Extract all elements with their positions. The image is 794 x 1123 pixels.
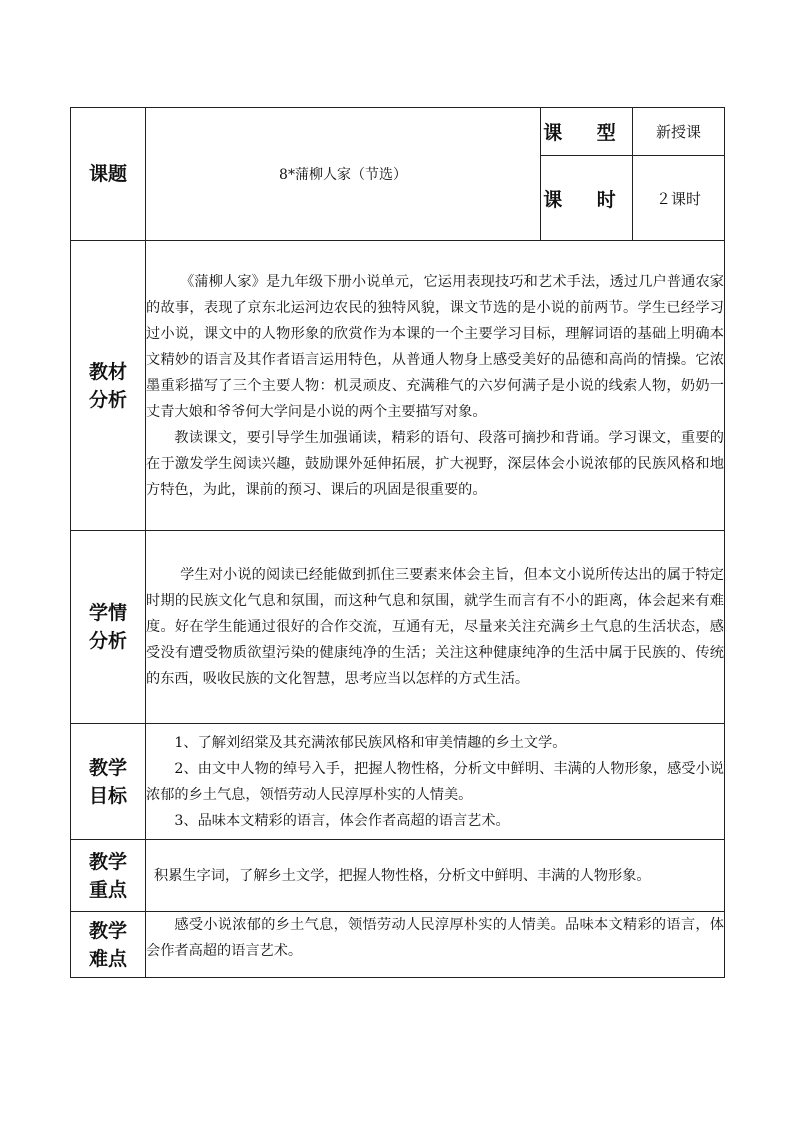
paragraph: 《蒲柳人家》是九年级下册小说单元，它运用表现技巧和艺术手法，透过几户普通农家的故事，表现了京东北运河边农民的独特风貌，课文节选的是小说的前两节。学生已经学习过小说，课文中的人物形象的欣赏作为本课的一个主要学习目标，理解词语的基础上明确本文精妙的语言及其作者语言运用特色，从普通人物身上感受美好的品德和高尚的情操。它浓墨重彩描写了三个主要人物：机灵顽皮、充满稚气的六岁何满子是小说的线索人物，奶奶一丈青大娘和爷爷何大学问是小说的两个主要描写对象。	[146, 273, 724, 420]
learner-analysis-label: 学情 分析	[71, 531, 146, 724]
lesson-plan-table	[70, 107, 725, 978]
topic-label-cell	[71, 108, 146, 241]
goal-item: 1、了解刘绍棠及其充满浓郁民族风格和审美情趣的乡土文学。	[174, 734, 567, 751]
paragraph: 感受小说浓郁的乡土气息，领悟劳动人民淳厚朴实的人情美。品味本文精彩的语言，体会作者高超的语言艺术。	[146, 917, 724, 959]
paragraph: 积累生字词，了解乡土文学，把握人物性格，分析文中鲜明、丰满的人物形象。	[154, 867, 651, 884]
class-hours-value: ２课时	[633, 156, 725, 241]
lesson-type-label: 课 型	[541, 108, 633, 156]
paragraph: 学生对小说的阅读已经能做到抓住三要素来体会主旨，但本文小说所传达出的属于特定时期的民族文化气息和氛围，而这种气息和氛围，就学生而言有不小的距离，体会起来有难度。好在学生能通过很好的合作交流，互通有无，尽量来关注充满乡土气息的生活状态，感受没有遭受物质欲望污染的健康纯净的生活；关注这种健康纯净的生活中属于民族的、传统的东西，吸收民族的文化智慧，思考应当以怎样的方式生活。	[146, 567, 724, 687]
teaching-focus-label: 教学 重点	[71, 840, 146, 912]
teaching-goals-text	[146, 724, 725, 840]
goal-item: 3、品味本文精彩的语言，体会作者高超的语言艺术。	[174, 812, 510, 829]
topic-value-cell	[146, 108, 541, 241]
topic-label: 课题	[88, 163, 127, 185]
paragraph: 教读课文，要引导学生加强诵读，精彩的语句、段落可摘抄和背诵。学习课文，重要的在于激发学生阅读兴趣，鼓励课外延伸拓展，扩大视野，深层体会小说浓郁的民族风格和地方特色，为此，课前的预习、课后的巩固是很重要的。	[146, 429, 724, 498]
teaching-goals-label: 教学 目标	[71, 724, 146, 840]
lesson-title: 8*蒲柳人家（节选）	[279, 167, 407, 183]
material-analysis-label: 教材 分析	[71, 241, 146, 531]
teaching-difficulty-label: 教学 难点	[71, 912, 146, 978]
class-hours-label: 课 时	[541, 156, 633, 241]
goal-item: 2、由文中人物的绰号入手，把握人物性格，分析文中鲜明、丰满的人物形象，感受小说浓郁的乡土气息，领悟劳动人民淳厚朴实的人情美。	[146, 760, 724, 803]
lesson-type-value: 新授课	[633, 108, 725, 156]
teaching-difficulty-text	[146, 912, 725, 978]
material-analysis-text	[146, 241, 725, 531]
teaching-focus-text	[146, 840, 725, 912]
learner-analysis-text	[146, 531, 725, 724]
